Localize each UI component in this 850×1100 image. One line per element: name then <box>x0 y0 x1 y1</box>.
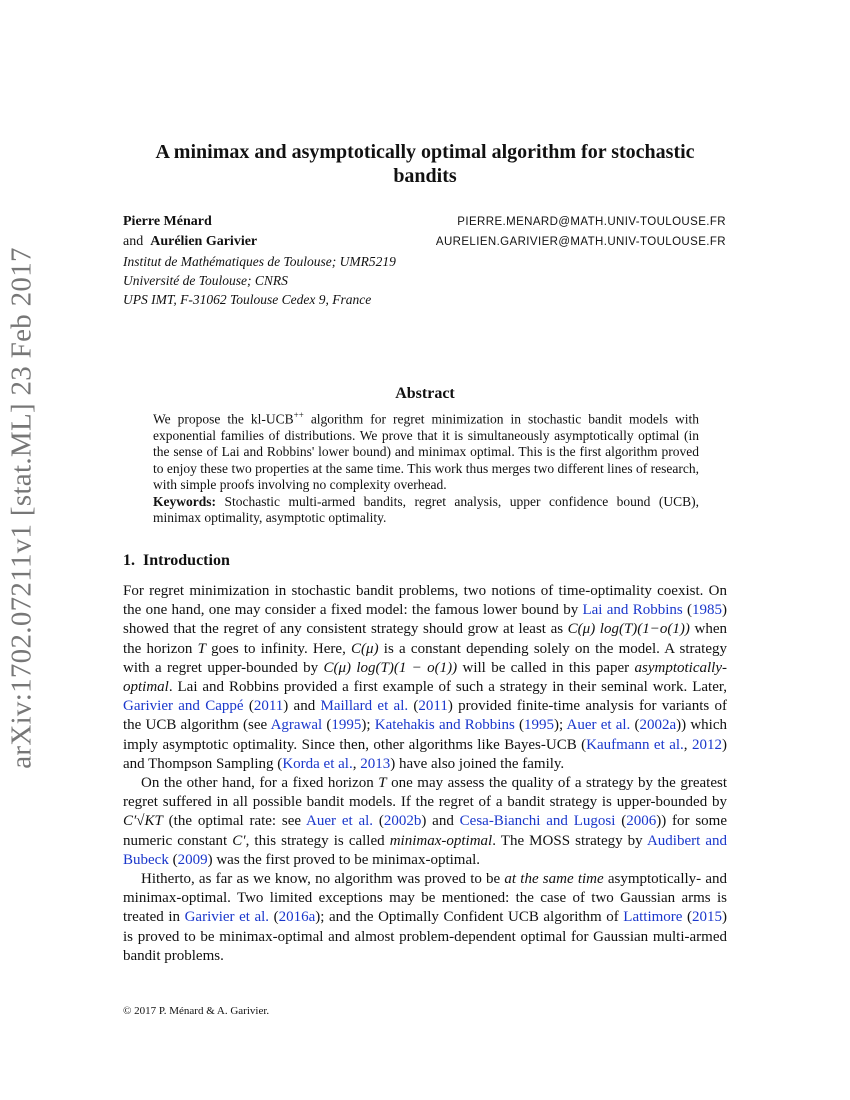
text-run: ) and <box>421 813 460 830</box>
text-run: , <box>683 736 692 753</box>
citation-link[interactable]: 2015 <box>692 909 722 926</box>
citation-link[interactable]: 2016a <box>278 909 316 926</box>
text-run: one may assess the quality of a strategy by the greatest regret suffered in all possible bandit models. If the regret of a bandit strategy is upper-bounded by <box>123 775 727 811</box>
emphasis-text: at the same time <box>504 871 604 888</box>
text-run: ) showed that the regret of any consistent strategy should grow at least as <box>123 602 728 638</box>
author-email: AURELIEN.GARIVIER@MATH.UNIV-TOULOUSE.FR <box>435 236 726 248</box>
citation-link[interactable]: Kaufmann et al. <box>586 736 684 753</box>
arxiv-sidebar-stamp <box>2 247 42 769</box>
text-run: will be called in this paper <box>457 659 635 676</box>
affiliation-line: UPS IMT, F-31062 Toulouse Cedex 9, France <box>123 292 372 307</box>
text-run: ( <box>373 813 384 830</box>
text-run: goes to infinity. Here, <box>205 640 352 657</box>
affiliation-line: Institut de Mathématiques de Toulouse; UMR5219 <box>123 254 396 269</box>
emphasis-text: asymptotically-optimal <box>123 659 727 696</box>
paragraph <box>123 774 727 870</box>
citation-link[interactable]: 2011 <box>418 698 448 715</box>
citation-link[interactable]: 2002b <box>383 813 422 830</box>
text-run: Hitherto, as far as we know, no algorithm was proved to be <box>141 871 505 888</box>
citation-link[interactable]: 2012 <box>691 736 722 753</box>
author-name: Pierre Ménard <box>123 214 212 229</box>
text-run: ) provided finite-time analysis for variants of the UCB algorithm (see <box>123 698 727 734</box>
text-run: ( <box>514 717 524 734</box>
citation-link[interactable]: Korda et al. <box>282 755 353 772</box>
author-conjunction: and <box>123 234 144 249</box>
keywords-text: Stochastic multi-armed bandits, regret analysis, upper confidence bound (UCB), minimax optimality, asymptotic optimality. <box>153 493 700 525</box>
text-run: ( <box>630 717 640 734</box>
text-run: is a constant depending solely on the model. A strategy with a regret upper-bounded by <box>123 640 727 676</box>
text-run: (the optimal rate: see <box>162 813 307 830</box>
text-run: ( <box>168 851 178 868</box>
math-expression: C(μ) <box>351 640 379 657</box>
text-run: ) is proved to be minimax-optimal and almost problem-dependent optimal for Gaussian multi-armed bandit problems. <box>123 909 727 964</box>
text-run: . The MOSS strategy by <box>492 832 647 849</box>
citation-link[interactable]: 1995 <box>331 717 362 734</box>
citation-link[interactable]: Lai and Robbins <box>582 602 683 619</box>
paper-title: A minimax and asymptotically optimal algorithm for stochastic bandits <box>155 141 695 187</box>
citation-link[interactable]: 2009 <box>177 851 208 868</box>
section-heading <box>123 552 230 570</box>
text-run: ( <box>682 602 693 619</box>
citation-link[interactable]: Maillard et al. <box>320 698 409 715</box>
emphasis-text: minimax-optimal <box>389 832 493 849</box>
author-email: PIERRE.MENARD@MATH.UNIV-TOULOUSE.FR <box>457 216 726 228</box>
citation-link[interactable]: Cesa-Bianchi and Lugosi <box>459 813 616 830</box>
math-expression: C(μ) log(T)(1 − o(1)) <box>323 659 458 676</box>
text-run: ) was the first proved to be minimax-optimal. <box>207 851 481 868</box>
paragraph <box>123 582 727 774</box>
author-block <box>123 212 726 309</box>
text-run: when the horizon <box>123 621 727 657</box>
keywords <box>153 494 699 527</box>
citation-link[interactable]: Auer et al. <box>306 813 374 830</box>
citation-link[interactable]: Audibert and Bubeck <box>123 832 727 868</box>
affiliation-line: Université de Toulouse; CNRS <box>123 273 288 288</box>
abstract-heading: Abstract <box>395 385 455 402</box>
citation-link[interactable]: 2013 <box>360 755 391 772</box>
text-run: ) and Thompson Sampling ( <box>123 736 727 772</box>
paragraph <box>123 870 727 966</box>
citation-link[interactable]: 2011 <box>253 698 284 715</box>
citation-link[interactable]: 1985 <box>692 602 723 619</box>
keywords-label: Keywords: <box>153 493 216 509</box>
citation-link[interactable]: Garivier et al. <box>184 909 270 926</box>
author-name: Aurélien Garivier <box>150 234 258 249</box>
text-run: ( <box>269 909 279 926</box>
text-run: ); <box>554 717 567 734</box>
author-row <box>123 212 726 232</box>
text-run: ( <box>615 813 627 830</box>
section-number: 1. <box>123 552 135 569</box>
math-expression: C′ <box>232 832 246 849</box>
citation-link[interactable]: Auer et al. <box>566 717 631 734</box>
citation-link[interactable]: Lattimore <box>623 909 683 926</box>
text-run: ( <box>322 717 332 734</box>
text-run: ) and <box>283 698 321 715</box>
section-title: Introduction <box>143 552 230 569</box>
text-run: ( <box>682 909 692 926</box>
abstract-body <box>153 407 699 526</box>
text-run: asymptotically- and minimax-optimal. Two limited exceptions may be mentioned: the case of two Gaussian arms is treated in <box>123 871 728 926</box>
introduction-body <box>123 582 727 966</box>
text-run: ) have also joined the family. <box>390 755 565 772</box>
math-expression: T <box>378 775 387 792</box>
text-run: ( <box>243 698 254 715</box>
math-expression: T <box>197 640 206 657</box>
arxiv-id: arXiv:1702.07211v1 [stat.ML] 23 Feb 2017 <box>5 247 38 769</box>
text-run: )) which imply asymptotic optimality. Since then, other algorithms like Bayes-UCB ( <box>123 717 727 753</box>
text-run: For regret minimization in stochastic bandit problems, two notions of time-optimality coexist. On the one hand, one may consider a fixed model: the famous lower bound by <box>123 583 727 619</box>
text-run: ); <box>361 717 375 734</box>
text-run: )) for some numeric constant <box>123 813 727 849</box>
text-run: . Lai and Robbins provided a first example of such a strategy in their seminal work. Later, <box>168 679 727 696</box>
text-run: , this strategy is called <box>245 832 390 849</box>
citation-link[interactable]: Garivier and Cappé <box>123 698 244 715</box>
math-expression: C′√KT <box>123 813 163 830</box>
citation-link[interactable]: 1995 <box>524 717 554 734</box>
copyright-footer: © 2017 P. Ménard & A. Garivier. <box>123 1005 270 1017</box>
citation-link[interactable]: 2006 <box>626 813 657 830</box>
citation-link[interactable]: 2002a <box>639 717 677 734</box>
text-run: ); and the Optimally Confident UCB algorithm of <box>315 909 624 926</box>
abstract-text: We propose the kl-UCB++ algorithm for regret minimization in stochastic bandit models with exponential families of distributions. We prove that it is simultaneously asymptotically optimal (in the sense of Lai and Robbins' lower bound) and minimax optimal. This is the first algorithm proved to enjoy these two properties at the same time. This work thus merges two different lines of research, with simple proofs involving no complexity overhead. <box>153 410 699 493</box>
text-run: ( <box>408 698 419 715</box>
citation-link[interactable]: Katehakis and Robbins <box>374 717 515 734</box>
text-run: On the other hand, for a fixed horizon <box>141 775 379 792</box>
math-expression: C(μ) log(T)(1−o(1)) <box>567 621 690 638</box>
citation-link[interactable]: Agrawal <box>270 717 323 734</box>
author-row <box>123 232 726 252</box>
text-run: , <box>352 755 361 772</box>
